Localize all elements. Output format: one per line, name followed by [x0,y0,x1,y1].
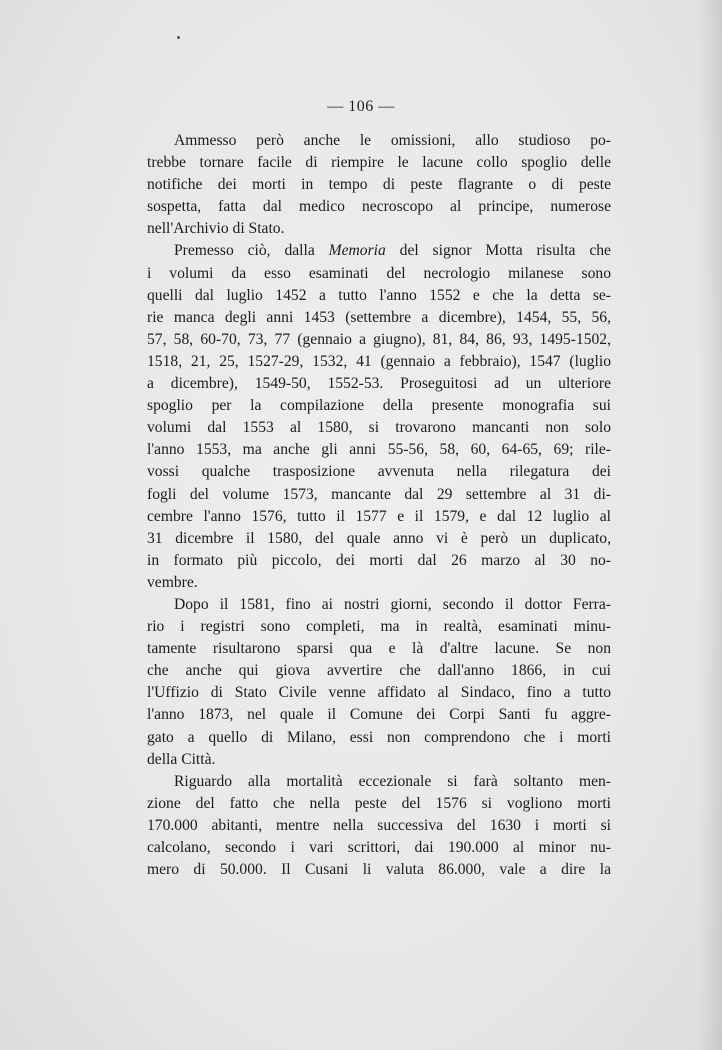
text-line: trebbe tornare facile di riempire le lacune collo spoglio delle [147,154,611,172]
text-line: mero di 50.000. Il Cusani li valuta 86.000, vale a dire la [147,861,611,879]
text-line: Riguardo alla mortalità eccezionale si farà soltanto men- [174,772,611,790]
text-line: Dopo il 1581, fino ai nostri giorni, secondo il dottor Ferra- [174,595,611,613]
paragraph-1 [147,130,611,240]
text-line: fogli del volume 1573, mancante dal 29 settembre al 31 di- [147,485,611,503]
text-line: calcolano, secondo i vari scrittori, dai 190.000 al minor nu- [147,839,611,856]
body-text [147,130,611,881]
ink-speck [177,36,180,39]
text-line: notifiche dei morti in tempo di peste flagrante o di peste [147,176,611,194]
text-line: che anche qui giova avvertire che dall'anno 1866, in cui [147,662,611,680]
paragraph-2 [147,240,611,594]
text-line: in formato più piccolo, dei morti dal 26 marzo al 30 no- [147,551,611,569]
memoria-italic: Memoria [328,242,386,260]
page-number: — 106 — [327,98,395,115]
paragraph-4 [147,771,611,881]
text-line: l'anno 1873, nel quale il Comune dei Corpi Santi fu aggre- [147,706,611,724]
text-line: nell'Archivio di Stato. [147,220,285,238]
text-line: l'Uffizio di Stato Civile venne affidato al Sindaco, fino a tutto [147,684,611,702]
text-line: vossi qualche trasposizione avvenuta nella rilegatura dei [147,463,611,481]
text-line: rio i registri sono completi, ma in realtà, esaminati minu- [147,618,611,636]
text-line: rie manca degli anni 1453 (settembre a dicembre), 1454, 55, 56, [147,308,611,326]
text-line: i volumi da esso esaminati del necrologio milanese sono [147,264,611,282]
paragraph-3 [147,594,611,771]
text-line: 31 dicembre il 1580, del quale anno vi è però un duplicato, [147,529,611,547]
text-line: vembre. [147,573,198,591]
memoria-line: Premesso ciò, dalla Memoria del signor Motta risulta che [174,242,611,260]
text-line: quelli dal luglio 1452 a tutto l'anno 1552 e che la detta se- [147,286,611,304]
text-line: 57, 58, 60-70, 73, 77 (gennaio a giugno), 81, 84, 86, 93, 1495-1502, [147,330,611,348]
text-line: sospetta, fatta dal medico necroscopo al principe, numerose [147,198,611,216]
text-line: gato a quello di Milano, essi non comprendono che i morti [147,728,611,746]
text-line-with-italic [147,240,611,262]
text-line: tamente risultarono sparsi qua e là d'altre lacune. Se non [147,640,611,658]
page-edge-shadow [700,0,722,1050]
text-line: 170.000 abitanti, mentre nella successiva del 1630 i morti si [147,816,611,834]
text-line: volumi dal 1553 al 1580, si trovarono mancanti non solo [147,419,611,437]
text-line: l'anno 1553, ma anche gli anni 55-56, 58, 60, 64-65, 69; rile- [147,441,611,459]
text-line: spoglio per la compilazione della presente monografia sui [147,397,611,415]
text-line: Ammesso però anche le omissioni, allo studioso po- [174,132,611,149]
text-line: della Città. [147,750,216,768]
text-line: cembre l'anno 1576, tutto il 1577 e il 1579, e dal 12 luglio al [147,507,611,525]
text-line: a dicembre), 1549-50, 1552-53. Proseguitosi ad un ulteriore [147,375,611,393]
text-line: 1518, 21, 25, 1527-29, 1532, 41 (gennaio a febbraio), 1547 (luglio [147,352,611,370]
text-line: zione del fatto che nella peste del 1576 si vogliono morti [147,794,611,812]
